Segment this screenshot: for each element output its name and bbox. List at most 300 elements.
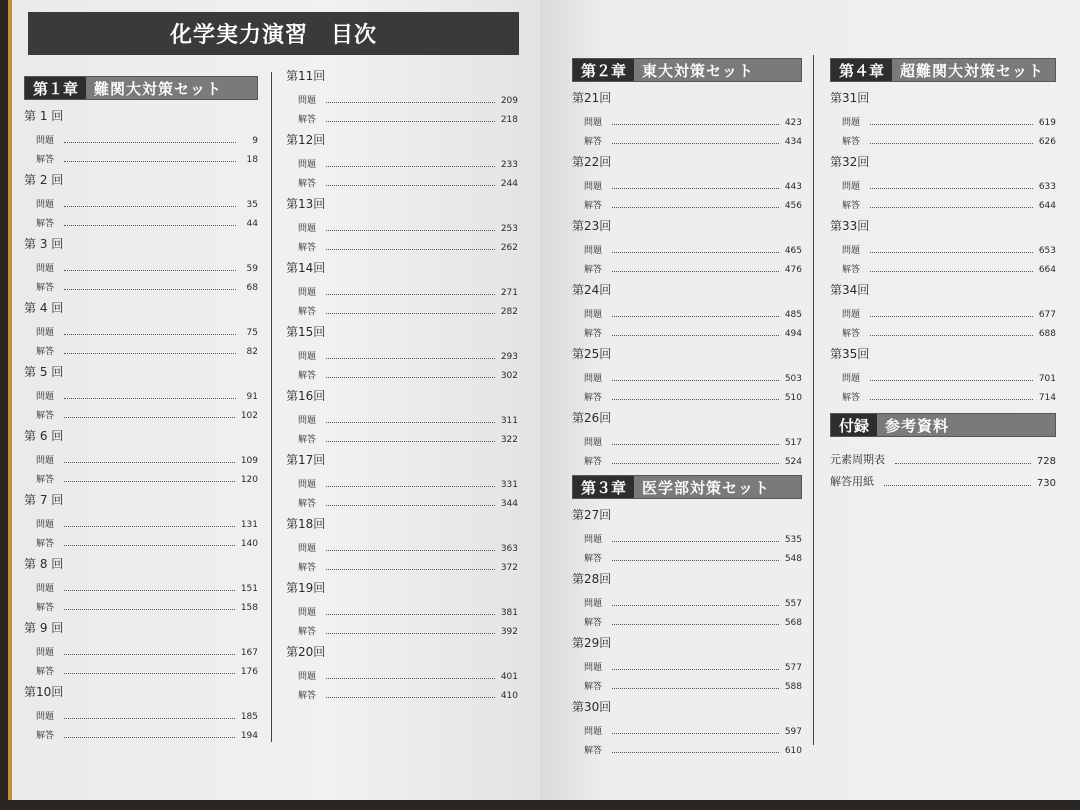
round-title: 第 5 回 (24, 365, 64, 379)
round-title: 第17回 (286, 453, 326, 467)
answer-row (286, 554, 518, 573)
answer-row (572, 384, 802, 403)
page-number: 91 (246, 392, 258, 402)
problem-row (24, 511, 258, 530)
problem-row (286, 87, 518, 106)
answer-label: 解答 (842, 329, 861, 339)
problem-row (572, 718, 802, 737)
round-entry (24, 556, 258, 613)
problem-label: 問題 (584, 599, 603, 609)
problem-row (572, 429, 802, 448)
answer-label: 解答 (842, 265, 861, 275)
page-number: 262 (500, 243, 518, 253)
leader-dots (612, 124, 779, 125)
page-number: 253 (500, 224, 518, 234)
leader-dots (64, 161, 236, 162)
problem-row (830, 301, 1056, 320)
chapter-number: 第２章 (573, 59, 634, 81)
answer-label: 解答 (36, 411, 55, 421)
leader-dots (326, 678, 495, 679)
page-number: 476 (784, 265, 802, 275)
leader-dots (895, 463, 1031, 464)
problem-label: 問題 (36, 584, 55, 594)
answer-row (830, 320, 1056, 339)
answer-label: 解答 (584, 201, 603, 211)
leader-dots (64, 417, 235, 418)
leader-dots (612, 335, 779, 336)
leader-dots (612, 541, 779, 542)
round-title: 第11回 (286, 69, 326, 83)
page-number: 568 (784, 618, 802, 628)
leader-dots (64, 462, 235, 463)
page-number: 557 (784, 599, 802, 609)
round-entry (572, 410, 802, 467)
answer-row (286, 682, 518, 701)
problem-label: 問題 (842, 374, 861, 384)
page-number: 140 (240, 539, 258, 549)
leader-dots (326, 294, 495, 295)
answer-label: 解答 (584, 137, 603, 147)
answer-label: 解答 (298, 691, 317, 701)
round-entry (286, 516, 518, 573)
appendix-header (830, 413, 1056, 437)
leader-dots (326, 185, 495, 186)
round-title: 第18回 (286, 517, 326, 531)
leader-dots (326, 121, 495, 122)
round-title: 第23回 (572, 219, 612, 233)
problem-row (572, 237, 802, 256)
leader-dots (326, 249, 495, 250)
page-number: 503 (784, 374, 802, 384)
problem-row (24, 127, 258, 146)
round-title: 第21回 (572, 91, 612, 105)
round-title: 第31回 (830, 91, 870, 105)
page-number: 244 (500, 179, 518, 189)
leader-dots (612, 252, 779, 253)
problem-label: 問題 (36, 648, 55, 658)
round-title: 第10回 (24, 685, 64, 699)
round-entry (24, 108, 258, 165)
page-number: 535 (784, 535, 802, 545)
page-number: 331 (500, 480, 518, 490)
answer-row (830, 192, 1056, 211)
answer-label: 解答 (298, 627, 317, 637)
round-title: 第33回 (830, 219, 870, 233)
answer-label: 解答 (842, 393, 861, 403)
answer-label: 解答 (298, 563, 317, 573)
leader-dots (870, 399, 1033, 400)
leader-dots (612, 733, 779, 734)
column-divider (813, 55, 814, 745)
leader-dots (64, 289, 236, 290)
problem-row (286, 407, 518, 426)
page-number: 194 (240, 731, 258, 741)
leader-dots (64, 334, 236, 335)
page-number: 131 (240, 520, 258, 530)
answer-label: 解答 (584, 265, 603, 275)
page-number: 517 (784, 438, 802, 448)
round-entry (830, 346, 1056, 403)
leader-dots (326, 486, 495, 487)
round-title: 第34回 (830, 283, 870, 297)
page-number: 75 (246, 328, 258, 338)
answer-row (24, 402, 258, 421)
chapter-name: 医学部対策セット (642, 478, 771, 497)
problem-row (572, 365, 802, 384)
leader-dots (326, 230, 495, 231)
problem-row (286, 343, 518, 362)
problem-label: 問題 (36, 456, 55, 466)
toc-column-2 (286, 68, 518, 708)
answer-label: 解答 (584, 457, 603, 467)
problem-row (24, 447, 258, 466)
round-entry (24, 172, 258, 229)
answer-row (24, 274, 258, 293)
round-title: 第 7 回 (24, 493, 64, 507)
page-number: 548 (784, 554, 802, 564)
answer-label: 解答 (584, 618, 603, 628)
round-title: 第16回 (286, 389, 326, 403)
leader-dots (612, 624, 779, 625)
problem-label: 問題 (842, 182, 861, 192)
problem-row (572, 173, 802, 192)
answer-row (24, 530, 258, 549)
page-number: 633 (1038, 182, 1056, 192)
chapter-name: 東大対策セット (642, 61, 755, 80)
round-entry (24, 428, 258, 485)
answer-row (286, 298, 518, 317)
problem-row (286, 279, 518, 298)
leader-dots (326, 166, 495, 167)
problem-row (572, 654, 802, 673)
problem-row (24, 319, 258, 338)
page-number: 18 (246, 155, 258, 165)
round-title: 第19回 (286, 581, 326, 595)
leader-dots (612, 188, 779, 189)
leader-dots (326, 697, 495, 698)
leader-dots (326, 633, 495, 634)
round-entry (286, 68, 518, 125)
leader-dots (326, 313, 495, 314)
leader-dots (64, 718, 235, 719)
round-entry (572, 507, 802, 564)
problem-row (286, 215, 518, 234)
leader-dots (326, 102, 495, 103)
problem-label: 問題 (298, 672, 317, 682)
appendix-list (830, 445, 1056, 489)
answer-row (572, 673, 802, 692)
answer-label: 解答 (36, 731, 55, 741)
page-number: 434 (784, 137, 802, 147)
answer-label: 解答 (36, 475, 55, 485)
chapter-number: 第１章 (25, 77, 86, 99)
page-number: 233 (500, 160, 518, 170)
answer-row (572, 448, 802, 467)
page-number: 9 (252, 136, 258, 146)
page-number: 714 (1038, 393, 1056, 403)
page-number: 218 (500, 115, 518, 125)
page-number: 167 (240, 648, 258, 658)
chapter-header (572, 58, 802, 82)
page-number: 151 (240, 584, 258, 594)
problem-label: 問題 (36, 136, 55, 146)
answer-row (572, 256, 802, 275)
problem-label: 問題 (584, 310, 603, 320)
answer-row (572, 545, 802, 564)
page-number: 293 (500, 352, 518, 362)
leader-dots (326, 505, 495, 506)
round-entry (286, 580, 518, 637)
appendix-entry (830, 467, 1056, 489)
page-number: 456 (784, 201, 802, 211)
page-number: 120 (240, 475, 258, 485)
problem-label: 問題 (298, 160, 317, 170)
page-number: 302 (500, 371, 518, 381)
leader-dots (870, 143, 1033, 144)
problem-label: 問題 (584, 438, 603, 448)
answer-label: 解答 (298, 179, 317, 189)
problem-row (24, 575, 258, 594)
leader-dots (64, 225, 236, 226)
round-entry (286, 452, 518, 509)
leader-dots (64, 270, 236, 271)
chapter-header (830, 58, 1056, 82)
round-title: 第 2 回 (24, 173, 64, 187)
answer-row (830, 256, 1056, 275)
answer-label: 解答 (842, 201, 861, 211)
problem-label: 問題 (298, 96, 317, 106)
round-entry (572, 154, 802, 211)
problem-row (24, 255, 258, 274)
page-number: 597 (784, 727, 802, 737)
round-entry (24, 236, 258, 293)
page-number: 410 (500, 691, 518, 701)
problem-row (572, 526, 802, 545)
problem-row (286, 599, 518, 618)
round-title: 第27回 (572, 508, 612, 522)
problem-label: 問題 (584, 374, 603, 384)
leader-dots (64, 481, 235, 482)
page-number: 282 (500, 307, 518, 317)
round-title: 第14回 (286, 261, 326, 275)
answer-row (572, 128, 802, 147)
answer-label: 解答 (36, 347, 55, 357)
answer-label: 解答 (36, 667, 55, 677)
answer-label: 解答 (298, 499, 317, 509)
answer-label: 解答 (584, 554, 603, 564)
page-number: 102 (240, 411, 258, 421)
leader-dots (884, 485, 1031, 486)
round-entry (286, 196, 518, 253)
page-number: 363 (500, 544, 518, 554)
answer-row (286, 170, 518, 189)
page-number: 730 (1036, 478, 1056, 489)
answer-row (24, 722, 258, 741)
round-title: 第20回 (286, 645, 326, 659)
leader-dots (64, 673, 235, 674)
page-number: 465 (784, 246, 802, 256)
page-number: 35 (246, 200, 258, 210)
problem-row (830, 237, 1056, 256)
answer-row (24, 338, 258, 357)
round-title: 第12回 (286, 133, 326, 147)
round-title: 第13回 (286, 197, 326, 211)
chapter-name: 超難関大対策セット (900, 61, 1045, 80)
problem-label: 問題 (584, 182, 603, 192)
page-number: 443 (784, 182, 802, 192)
leader-dots (612, 463, 779, 464)
round-entry (24, 684, 258, 741)
chapter-header (24, 76, 258, 100)
leader-dots (64, 737, 235, 738)
leader-dots (612, 560, 779, 561)
answer-label: 解答 (36, 539, 55, 549)
leader-dots (870, 335, 1033, 336)
appendix-label: 付録 (831, 414, 877, 436)
leader-dots (612, 444, 779, 445)
page-number: 485 (784, 310, 802, 320)
page-title: 化学実力演習 目次 (28, 12, 519, 55)
round-entry (286, 132, 518, 189)
leader-dots (612, 399, 779, 400)
page-number: 44 (246, 219, 258, 229)
answer-label: 解答 (36, 283, 55, 293)
leader-dots (870, 271, 1033, 272)
page-number: 176 (240, 667, 258, 677)
answer-row (24, 594, 258, 613)
round-entry (830, 218, 1056, 275)
page-number: 109 (240, 456, 258, 466)
toc-column-4 (830, 58, 1056, 489)
round-entry (24, 364, 258, 421)
answer-row (286, 234, 518, 253)
problem-row (286, 471, 518, 490)
leader-dots (612, 271, 779, 272)
answer-row (24, 658, 258, 677)
problem-label: 問題 (584, 727, 603, 737)
problem-label: 問題 (298, 288, 317, 298)
leader-dots (612, 688, 779, 689)
problem-label: 問題 (298, 608, 317, 618)
problem-label: 問題 (584, 663, 603, 673)
problem-row (286, 535, 518, 554)
answer-row (830, 128, 1056, 147)
page-number: 664 (1038, 265, 1056, 275)
leader-dots (64, 609, 235, 610)
round-title: 第32回 (830, 155, 870, 169)
leader-dots (326, 358, 495, 359)
round-entry (286, 644, 518, 701)
problem-label: 問題 (36, 328, 55, 338)
answer-row (286, 490, 518, 509)
chapter-number: 第４章 (831, 59, 892, 81)
page-number: 381 (500, 608, 518, 618)
problem-label: 問題 (36, 520, 55, 530)
round-title: 第30回 (572, 700, 612, 714)
leader-dots (64, 590, 235, 591)
answer-row (24, 146, 258, 165)
leader-dots (870, 380, 1033, 381)
answer-row (286, 106, 518, 125)
leader-dots (64, 142, 236, 143)
answer-label: 解答 (584, 746, 603, 756)
appendix-entry (830, 445, 1056, 467)
answer-row (24, 210, 258, 229)
leader-dots (870, 188, 1033, 189)
appendix-name: 参考資料 (885, 416, 950, 435)
problem-row (572, 590, 802, 609)
problem-row (24, 191, 258, 210)
round-entry (572, 699, 802, 756)
answer-label: 解答 (36, 603, 55, 613)
page-number: 524 (784, 457, 802, 467)
page-number: 728 (1036, 456, 1056, 467)
leader-dots (612, 207, 779, 208)
page-number: 372 (500, 563, 518, 573)
round-title: 第 1 回 (24, 109, 64, 123)
page-number: 185 (240, 712, 258, 722)
round-entry (572, 346, 802, 403)
round-entry (24, 300, 258, 357)
answer-label: 解答 (298, 371, 317, 381)
leader-dots (870, 316, 1033, 317)
answer-label: 解答 (584, 329, 603, 339)
problem-label: 問題 (36, 200, 55, 210)
round-title: 第 6 回 (24, 429, 64, 443)
page-number: 209 (500, 96, 518, 106)
answer-label: 解答 (584, 393, 603, 403)
appendix-entry-label: 元素周期表 (830, 453, 885, 466)
page-number: 494 (784, 329, 802, 339)
page-number: 401 (500, 672, 518, 682)
appendix-entry-label: 解答用紙 (830, 475, 874, 488)
round-entry (572, 218, 802, 275)
leader-dots (64, 526, 235, 527)
answer-row (286, 426, 518, 445)
leader-dots (870, 207, 1033, 208)
answer-label: 解答 (36, 219, 55, 229)
page-number: 344 (500, 499, 518, 509)
problem-row (572, 301, 802, 320)
leader-dots (326, 550, 495, 551)
problem-label: 問題 (298, 544, 317, 554)
leader-dots (870, 252, 1033, 253)
round-entry (24, 620, 258, 677)
round-entry (830, 90, 1056, 147)
toc-column-1 (24, 76, 258, 748)
round-title: 第26回 (572, 411, 612, 425)
chapter-number: 第３章 (573, 476, 634, 498)
page-number: 158 (240, 603, 258, 613)
round-entry (286, 260, 518, 317)
problem-row (830, 365, 1056, 384)
problem-label: 問題 (842, 310, 861, 320)
page-number: 619 (1038, 118, 1056, 128)
answer-label: 解答 (298, 435, 317, 445)
problem-row (830, 173, 1056, 192)
problem-row (24, 383, 258, 402)
problem-label: 問題 (842, 246, 861, 256)
leader-dots (64, 353, 236, 354)
page-number: 588 (784, 682, 802, 692)
leader-dots (64, 398, 236, 399)
page-number: 392 (500, 627, 518, 637)
page-number: 688 (1038, 329, 1056, 339)
answer-label: 解答 (298, 307, 317, 317)
leader-dots (612, 605, 779, 606)
problem-label: 問題 (298, 480, 317, 490)
round-title: 第35回 (830, 347, 870, 361)
